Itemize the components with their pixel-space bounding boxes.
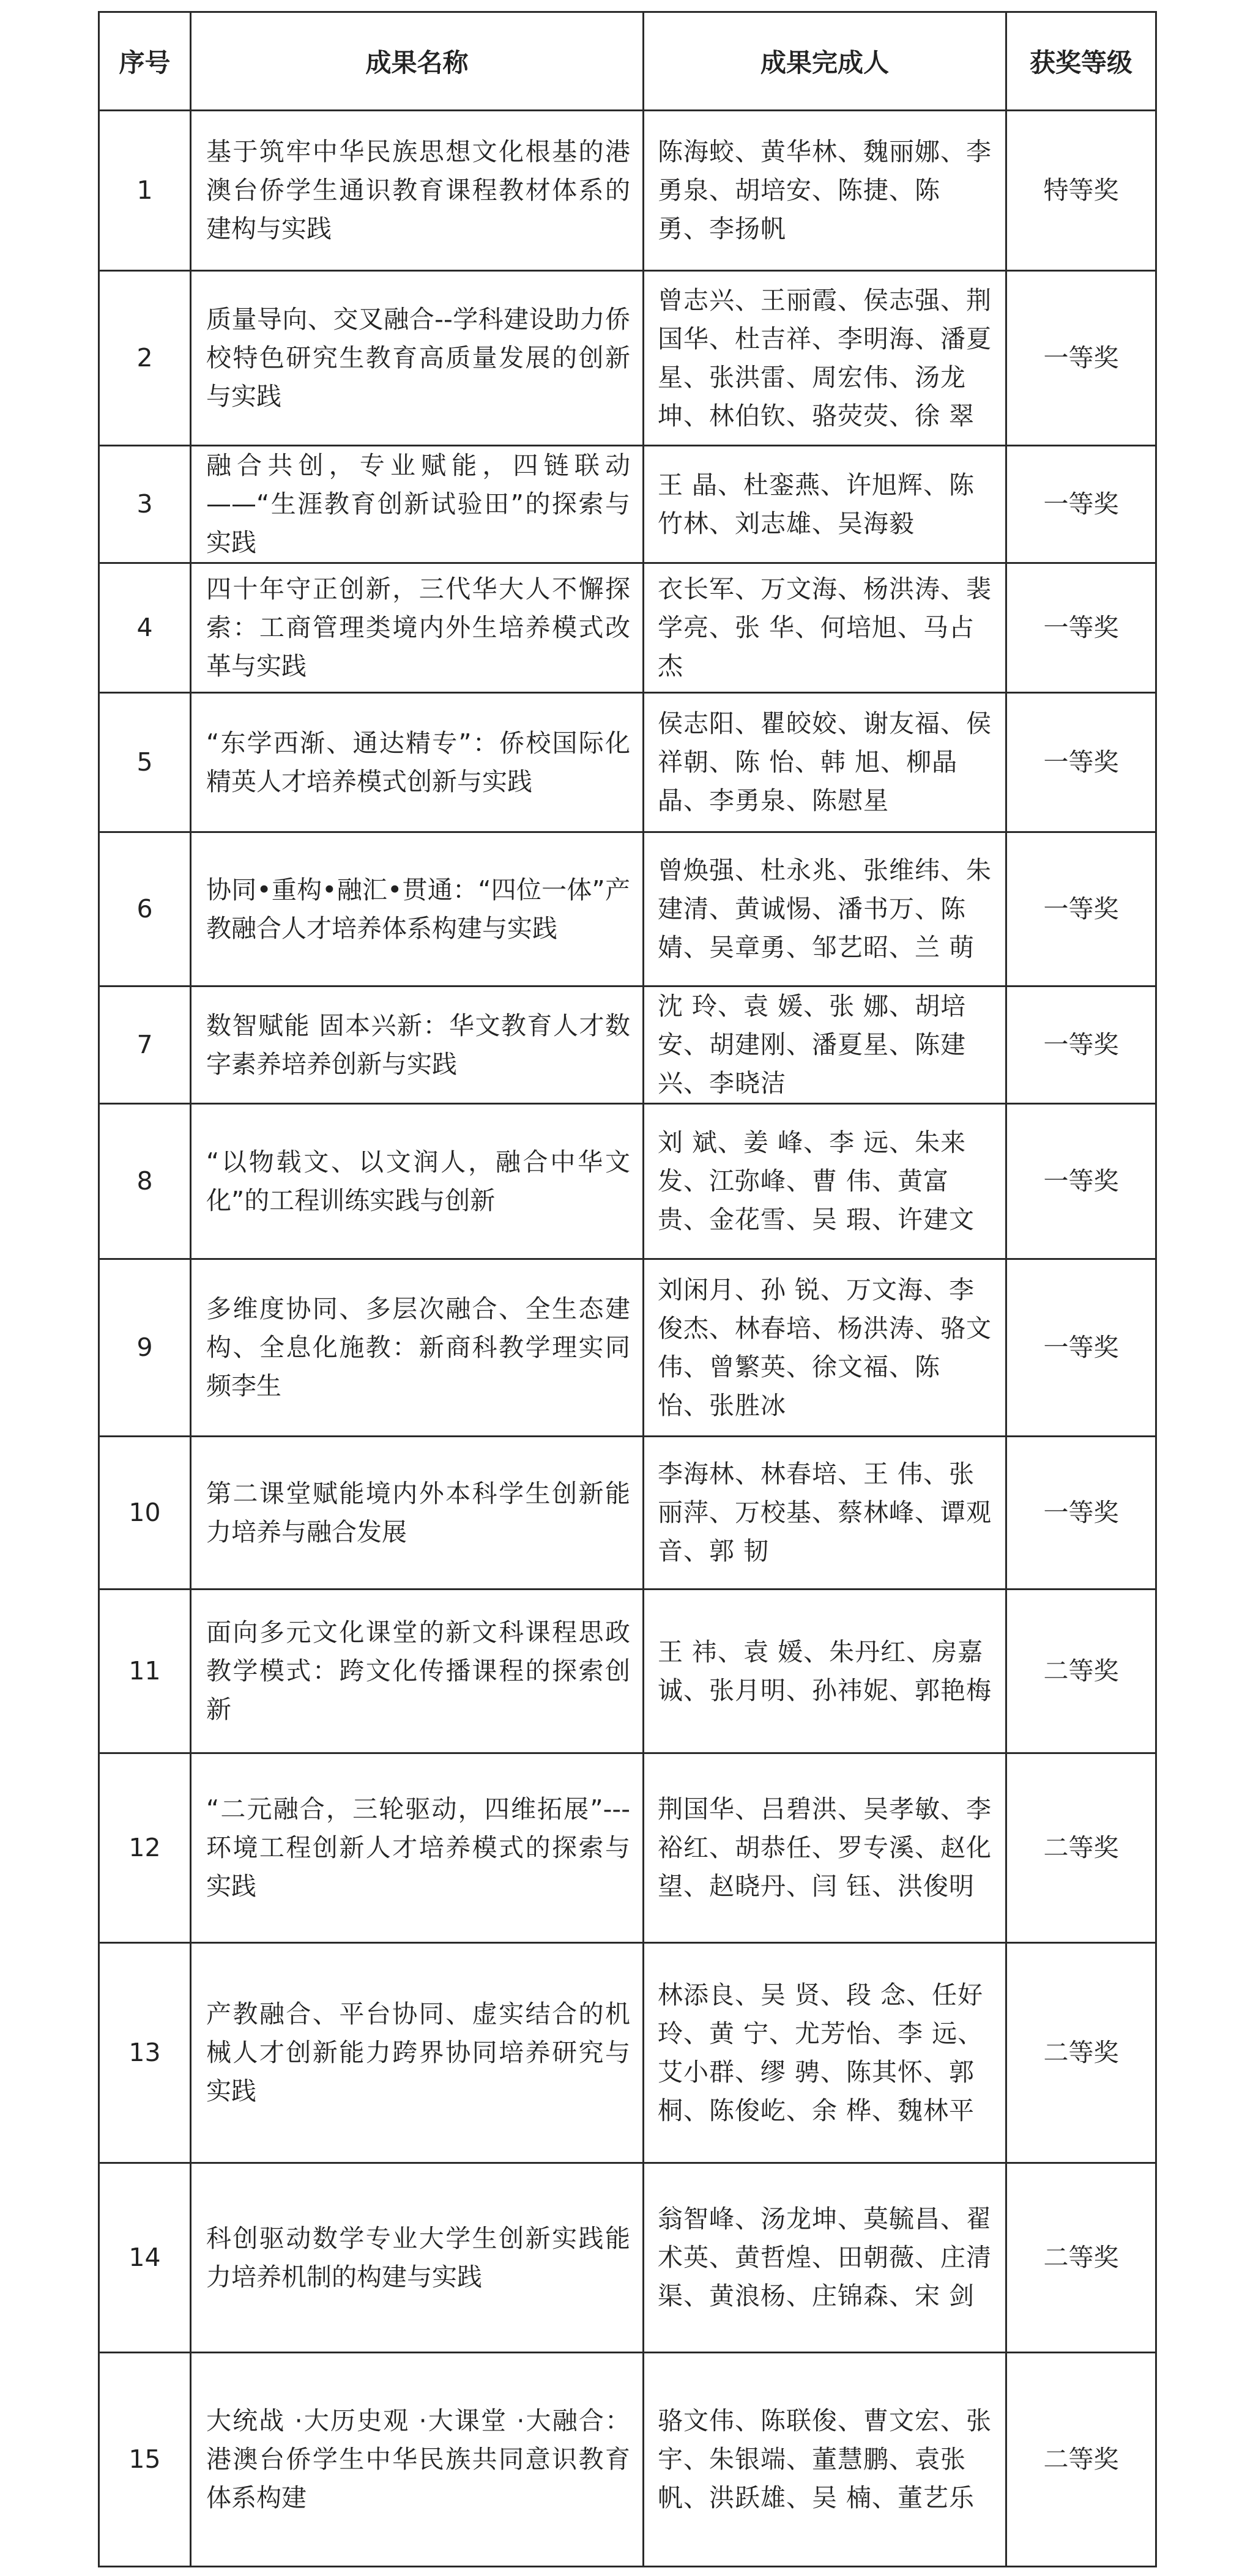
row-level: 一等奖 xyxy=(1006,832,1156,986)
table-row xyxy=(99,1104,1156,1259)
row-level: 二等奖 xyxy=(1006,2353,1156,2567)
row-people: 王 晶、杜銮燕、许旭辉、陈竹林、刘志雄、吴海毅 xyxy=(644,446,1006,563)
row-level: 二等奖 xyxy=(1006,1590,1156,1753)
row-no: 11 xyxy=(99,1590,191,1753)
row-people: 陈海蛟、黄华林、魏丽娜、李勇泉、胡培安、陈捷、陈 勇、李扬帆 xyxy=(644,111,1006,271)
row-people: 刘 斌、姜 峰、李 远、朱来发、江弥峰、曹 伟、黄富贵、金花雪、吴 瑕、许建文 xyxy=(644,1104,1006,1259)
row-name: 多维度协同、多层次融合、全生态建构、全息化施教：新商科教学理实同频李生 xyxy=(191,1259,644,1437)
row-people: 曾志兴、王丽霞、侯志强、荆国华、杜吉祥、李明海、潘夏星、张洪雷、周宏伟、汤龙坤、林伯钦、骆荧荧、徐 翠 xyxy=(644,271,1006,446)
row-people: 翁智峰、汤龙坤、莫毓昌、翟术英、黄哲煌、田朝薇、庄清渠、黄浪杨、庄锦森、宋 剑 xyxy=(644,2163,1006,2353)
row-name: 数智赋能 固本兴新：华文教育人才数字素养培养创新与实践 xyxy=(191,986,644,1104)
row-name: 协同•重构•融汇•贯通：“四位一体”产教融合人才培养体系构建与实践 xyxy=(191,832,644,986)
row-name: 质量导向、交叉融合--学科建设助力侨校特色研究生教育高质量发展的创新与实践 xyxy=(191,271,644,446)
row-no: 10 xyxy=(99,1437,191,1590)
row-people: 骆文伟、陈联俊、曹文宏、张 宇、朱银端、董慧鹏、袁张帆、洪跃雄、吴 楠、董艺乐 xyxy=(644,2353,1006,2567)
table-row xyxy=(99,832,1156,986)
row-name: “以物载文、以文润人，融合中华文化”的工程训练实践与创新 xyxy=(191,1104,644,1259)
row-no: 3 xyxy=(99,446,191,563)
table-row xyxy=(99,2353,1156,2567)
row-no: 14 xyxy=(99,2163,191,2353)
row-name: 面向多元文化课堂的新文科课程思政教学模式：跨文化传播课程的探索创新 xyxy=(191,1590,644,1753)
header-no: 序号 xyxy=(99,12,191,111)
row-no: 13 xyxy=(99,1943,191,2163)
row-no: 9 xyxy=(99,1259,191,1437)
row-name: 大统战 ·大历史观 ·大课堂 ·大融合：港澳台侨学生中华民族共同意识教育体系构建 xyxy=(191,2353,644,2567)
row-people: 侯志阳、瞿皎姣、谢友福、侯祥朝、陈 怡、韩 旭、柳晶晶、李勇泉、陈慰星 xyxy=(644,693,1006,832)
row-no: 8 xyxy=(99,1104,191,1259)
header-row xyxy=(99,12,1156,111)
row-level: 一等奖 xyxy=(1006,563,1156,693)
row-level: 一等奖 xyxy=(1006,1437,1156,1590)
row-level: 二等奖 xyxy=(1006,1753,1156,1943)
awards-table xyxy=(98,11,1157,2567)
row-people: 曾焕强、杜永兆、张维纬、朱建清、黄诚惕、潘书万、陈 婧、吴章勇、邹艺昭、兰 萌 xyxy=(644,832,1006,986)
row-level: 一等奖 xyxy=(1006,693,1156,832)
table-row xyxy=(99,111,1156,271)
row-no: 2 xyxy=(99,271,191,446)
table-row xyxy=(99,1259,1156,1437)
row-level: 一等奖 xyxy=(1006,1104,1156,1259)
table-row xyxy=(99,2163,1156,2353)
row-no: 15 xyxy=(99,2353,191,2567)
row-people: 刘闲月、孙 锐、万文海、李俊杰、林春培、杨洪涛、骆文伟、曾繁英、徐文福、陈 怡、张胜冰 xyxy=(644,1259,1006,1437)
row-no: 12 xyxy=(99,1753,191,1943)
row-name: 第二课堂赋能境内外本科学生创新能力培养与融合发展 xyxy=(191,1437,644,1590)
row-no: 5 xyxy=(99,693,191,832)
row-name: 四十年守正创新，三代华大人不懈探索：工商管理类境内外生培养模式改革与实践 xyxy=(191,563,644,693)
row-level: 一等奖 xyxy=(1006,1259,1156,1437)
header-level: 获奖等级 xyxy=(1006,12,1156,111)
table-row xyxy=(99,1753,1156,1943)
table-row xyxy=(99,563,1156,693)
row-level: 一等奖 xyxy=(1006,986,1156,1104)
row-people: 沈 玲、袁 媛、张 娜、胡培安、胡建刚、潘夏星、陈建兴、李晓洁 xyxy=(644,986,1006,1104)
row-no: 7 xyxy=(99,986,191,1104)
table-row xyxy=(99,1590,1156,1753)
table-row xyxy=(99,986,1156,1104)
row-no: 6 xyxy=(99,832,191,986)
row-people: 林添良、吴 贤、段 念、任好玲、黄 宁、尤芳怡、李 远、艾小群、缪 骋、陈其怀、郭 桐、陈俊屹、余 桦、魏林平 xyxy=(644,1943,1006,2163)
header-name: 成果名称 xyxy=(191,12,644,111)
row-no: 4 xyxy=(99,563,191,693)
row-level: 二等奖 xyxy=(1006,2163,1156,2353)
row-name: 融合共创，专业赋能，四链联动——“生涯教育创新试验田”的探索与实践 xyxy=(191,446,644,563)
row-people: 荆国华、吕碧洪、吴孝敏、李裕红、胡恭任、罗专溪、赵化望、赵晓丹、闫 钰、洪俊明 xyxy=(644,1753,1006,1943)
header-people: 成果完成人 xyxy=(644,12,1006,111)
row-name: 基于筑牢中华民族思想文化根基的港澳台侨学生通识教育课程教材体系的建构与实践 xyxy=(191,111,644,271)
table-row xyxy=(99,446,1156,563)
row-level: 一等奖 xyxy=(1006,446,1156,563)
row-people: 王 祎、袁 媛、朱丹红、房嘉诚、张月明、孙祎妮、郭艳梅 xyxy=(644,1590,1006,1753)
row-level: 特等奖 xyxy=(1006,111,1156,271)
row-people: 李海林、林春培、王 伟、张丽萍、万校基、蔡林峰、谭观音、郭 韧 xyxy=(644,1437,1006,1590)
table-row xyxy=(99,693,1156,832)
row-name: “二元融合，三轮驱动，四维拓展”---环境工程创新人才培养模式的探索与实践 xyxy=(191,1753,644,1943)
row-name: 科创驱动数学专业大学生创新实践能力培养机制的构建与实践 xyxy=(191,2163,644,2353)
row-level: 二等奖 xyxy=(1006,1943,1156,2163)
row-name: “东学西渐、通达精专”：侨校国际化精英人才培养模式创新与实践 xyxy=(191,693,644,832)
row-people: 衣长军、万文海、杨洪涛、裴学亮、张 华、何培旭、马占杰 xyxy=(644,563,1006,693)
row-level: 一等奖 xyxy=(1006,271,1156,446)
row-name: 产教融合、平台协同、虚实结合的机械人才创新能力跨界协同培养研究与实践 xyxy=(191,1943,644,2163)
row-no: 1 xyxy=(99,111,191,271)
table-row xyxy=(99,271,1156,446)
table-row xyxy=(99,1943,1156,2163)
table-row xyxy=(99,1437,1156,1590)
